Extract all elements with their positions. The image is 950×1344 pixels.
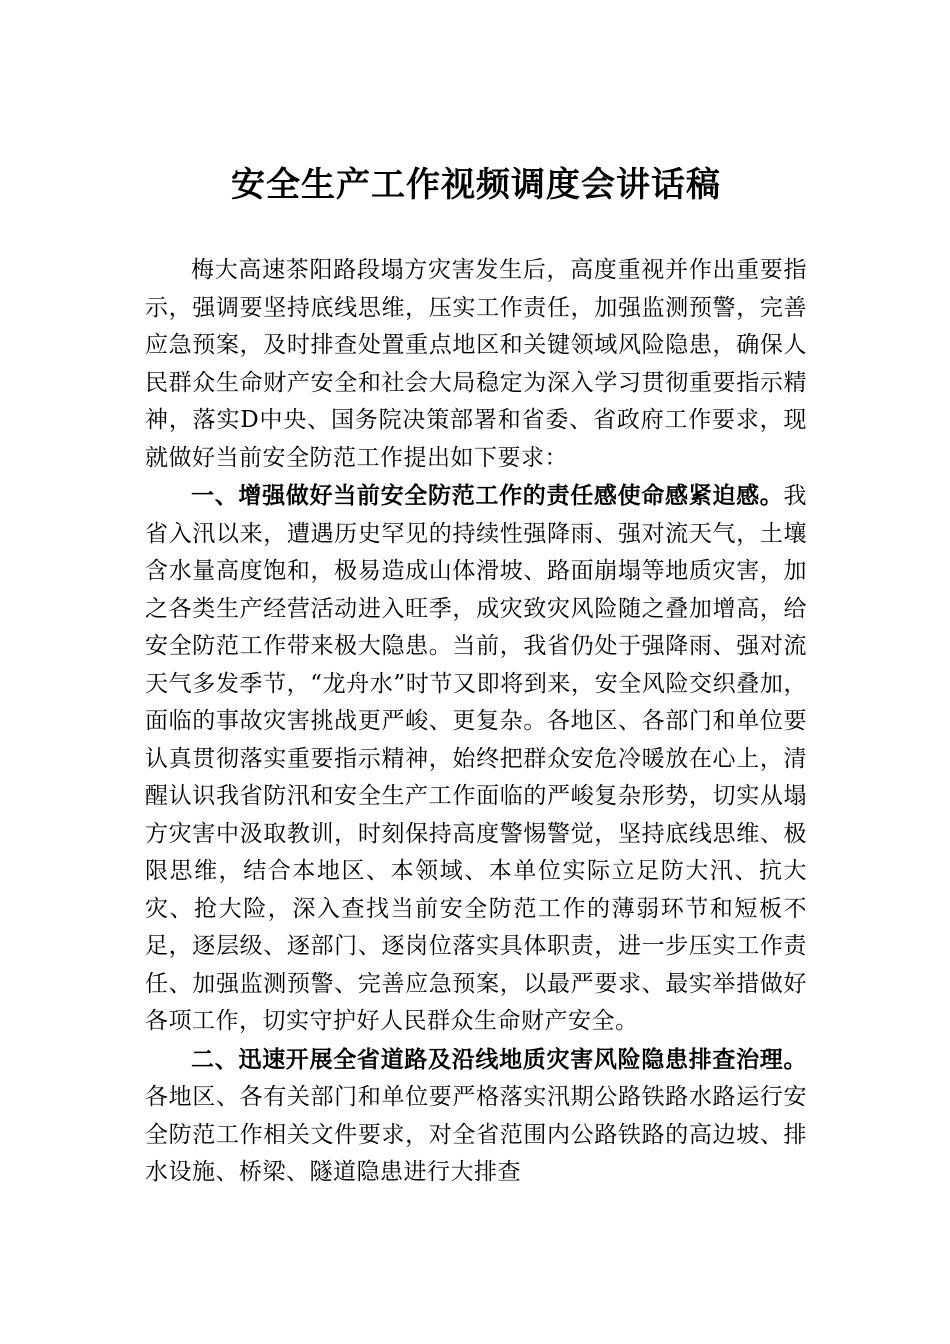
section-two-heading: 二、迅速开展全省道路及沿线地质灾害风险隐患排查治理。 <box>191 1045 807 1073</box>
paragraph-text: 我省入汛以来，遭遇历史罕见的持续性强降雨、强对流天气，土壤含水量高度饱和，极易造成山体滑坡、路面崩塌等地质灾害，加之各类生产经营活动进入旺季，成灾致灾风险随之叠加增高，给安全防范工作带来极大隐患。当前，我省仍处于强降雨、强对流天气多发季节，“龙舟水”时节又即将到来，安全风险交织叠加，面临的事故灾害挑战更严峻、更复杂。各地区、各部门和单位要认真贯彻落实重要指示精神，始终把群众安危冷暖放在心上，清醒认识我省防汛和安全生产工作面临的严峻复杂形势，切实从塌方灾害中汲取教训，时刻保持高度警惕警觉，坚持底线思维、极限思维，结合本地区、本领域、本单位实际立足防大汛、抗大灾、抢大险，深入查找当前安全防范工作的薄弱环节和短板不足，逐层级、逐部门、逐岗位落实具体职责，进一步压实工作责任、加强监测预警、完善应急预案，以最严要求、最实举措做好各项工作，切实守护好人民群众生命财产安全。 <box>145 483 807 1034</box>
intro-paragraph <box>145 252 807 477</box>
section-one-heading: 一、增强做好当前安全防范工作的责任感使命感紧迫感。 <box>191 482 784 509</box>
section-two-paragraph <box>145 1041 807 1192</box>
document-title: 安全生产工作视频调度会讲话稿 <box>231 165 721 205</box>
document-page <box>145 150 807 1192</box>
paragraph-text: 梅大高速茶阳路段塌方灾害发生后，高度重视并作出重要指示，强调要坚持底线思维，压实工作责任，加强监测预警，完善应急预案，及时排查处置重点地区和关键领域风险隐患，确保人民群众生命财产安全和社会大局稳定为深入学习贯彻重要指示精神，落实D中央、国务院决策部署和省委、省政府工作要求，现就做好当前安全防范工作提出如下要求： <box>145 257 807 471</box>
section-one-paragraph <box>145 477 807 1041</box>
paragraph-text: 各地区、各有关部门和单位要严格落实汛期公路铁路水路运行安全防范工作相关文件要求，对全省范围内公路铁路的高边坡、排水设施、桥梁、隧道隐患进行大排查 <box>145 1084 807 1185</box>
